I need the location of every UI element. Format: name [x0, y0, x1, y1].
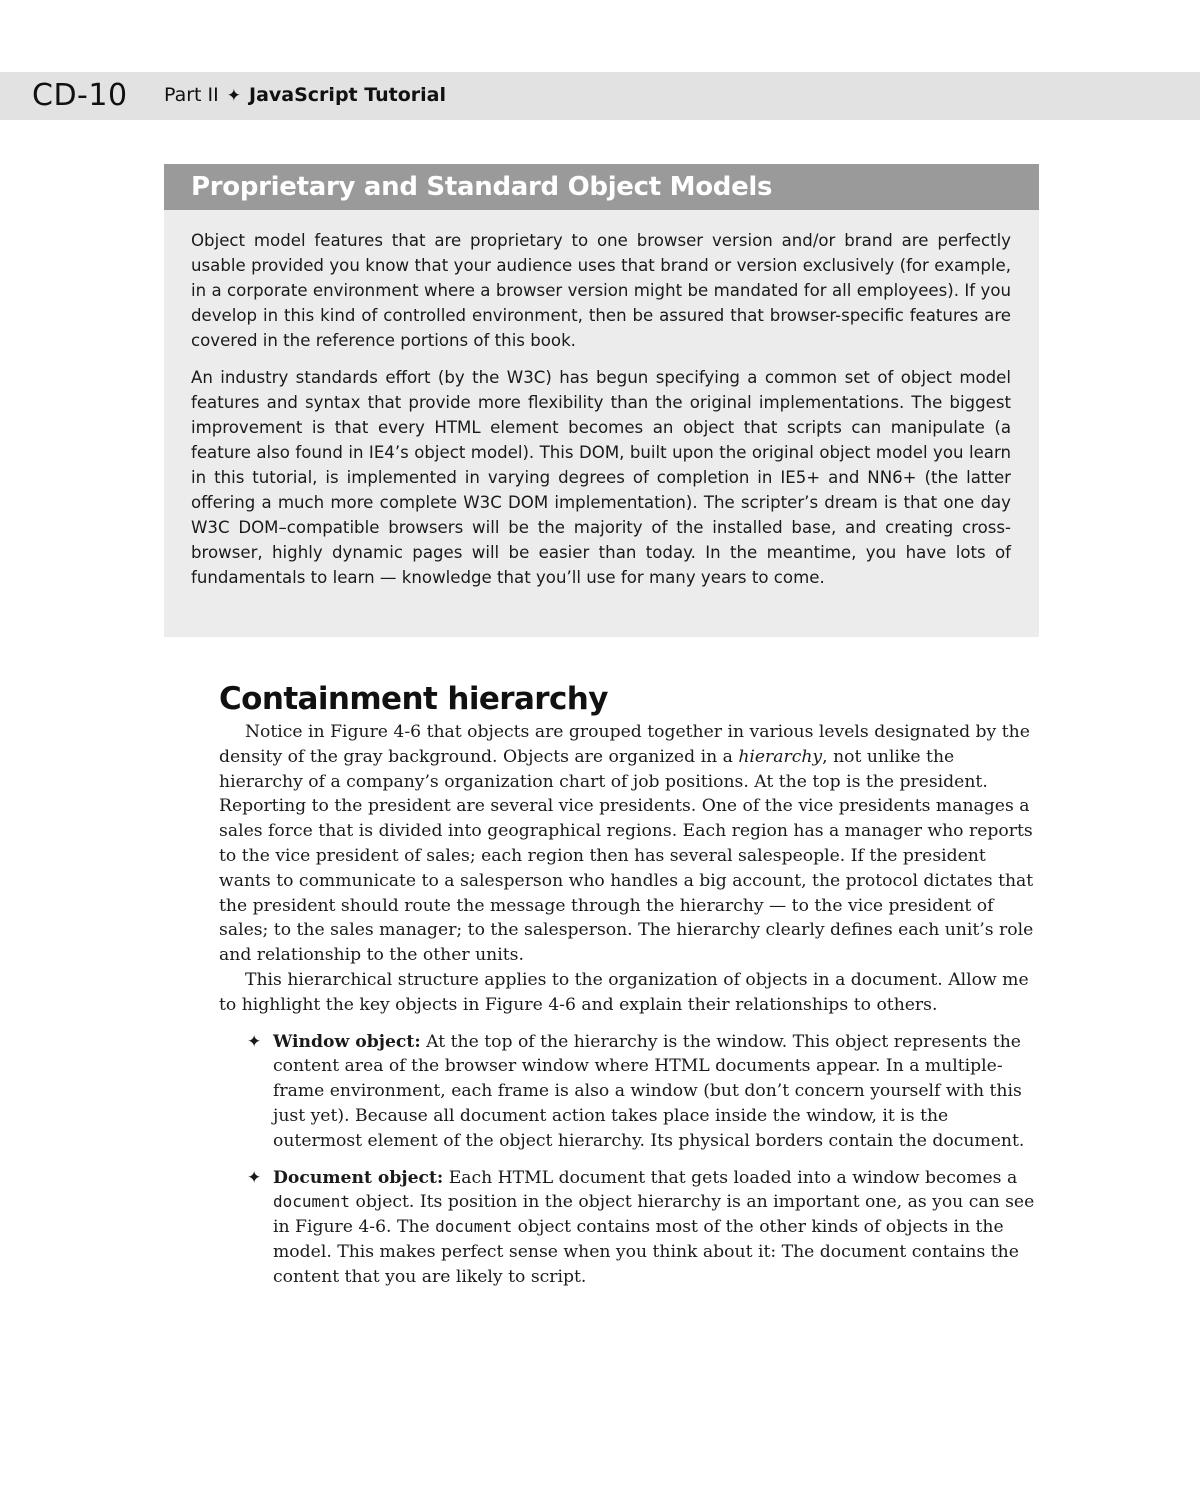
diamond-bullet-icon: ✦	[247, 1031, 262, 1052]
code-term: document	[273, 1192, 351, 1212]
list-item	[219, 1166, 1037, 1290]
body-paragraph: This hierarchical structure applies to the organization of objects in a document. Allow me to highlight the key objects in Figure 4-6 and explain their relationships to others.	[219, 969, 1029, 1015]
bullet-text: At the top of the hierarchy is the window. This object represents the content area of the browser window where HTML documents appear. In a multiple-frame environment, each frame is also a window (but don’t concern yourself with this just yet). Because all document action takes place inside the window, it is the outermost element of the object hierarchy. Its physical borders contain the document.	[273, 1031, 1025, 1151]
sidebar-paragraph: An industry standards effort (by the W3C) has begun specifying a common set of object model features and syntax that provide more flexibility than the original implementations. The biggest improvement is that every HTML element becomes an object that scripts can manipulate (a feature also found in IE4’s object model). This DOM, built upon the original object model you learn in this tutorial, is implemented in varying degrees of completion in IE5+ and NN6+ (the latter offering a much more complete W3C DOM implementation). The scripter’s dream is that one day W3C DOM–compatible browsers will be the majority of the installed base, and creating cross-browser, highly dynamic pages will be easier than today. In the meantime, you have lots of fundamentals to learn — knowledge that you’ll use for many years to come.	[191, 368, 1011, 587]
main-content	[219, 676, 1037, 1302]
paragraph-text: , not unlike the hierarchy of a company’s organization chart of job positions. At the top is the president. Reporting to the president are several vice presidents. One of the vice presidents manages a sales force that is divided into geographical regions. Each region has a manager who reports to the vice president of sales; each region then has several salespeople. If the president wants to communicate to a salesperson who handles a big account, the protocol dictates that the president should route the message through the hierarchy — to the vice president of sales; to the sales manager; to the salesperson. The hierarchy clearly defines each unit’s role and relationship to the other units.	[219, 746, 1034, 966]
paragraph-text: Notice in Figure 4-6 that objects are grouped together in various levels designated by the density of the gray background. Objects are organized in a	[219, 722, 1030, 767]
bullet-term: Document object:	[273, 1167, 444, 1188]
bullet-text: Each HTML document that gets loaded into a window becomes a	[443, 1167, 1018, 1188]
sidebar-title-bar	[164, 164, 1039, 210]
bullet-term: Window object:	[273, 1031, 421, 1052]
diamond-icon: ✦	[226, 86, 242, 106]
emphasis-term: hierarchy	[738, 746, 823, 767]
code-term: document	[435, 1217, 513, 1237]
list-item	[219, 1030, 1037, 1154]
sidebar-body	[164, 210, 1039, 590]
sidebar-title: Proprietary and Standard Object Models	[191, 172, 773, 202]
running-head	[164, 84, 446, 106]
part-label: Part II	[164, 84, 219, 106]
body-paragraph	[219, 720, 1037, 968]
diamond-bullet-icon: ✦	[247, 1167, 262, 1188]
chapter-title: JavaScript Tutorial	[249, 84, 446, 106]
running-header	[0, 72, 1200, 120]
sidebar-box	[164, 164, 1039, 637]
bullet-text: object. Its position in the object hierarchy is an important one, as you can see in Figure 4-6. The	[273, 1192, 1035, 1238]
page-number: CD-10	[32, 78, 128, 113]
bullet-list	[219, 1030, 1037, 1290]
bullet-text: object contains most of the other kinds of objects in the model. This makes perfect sense when you think about it: The document contains the content that you are likely to script.	[273, 1217, 1019, 1287]
sidebar-paragraph: Object model features that are proprietary to one browser version and/or brand are perfectly usable provided you know that your audience uses that brand or version exclusively (for example, in a corporate environment where a browser version might be mandated for all employees). If you develop in this kind of controlled environment, then be assured that browser-specific features are covered in the reference portions of this book.	[191, 231, 1011, 350]
section-heading: Containment hierarchy	[219, 681, 608, 717]
